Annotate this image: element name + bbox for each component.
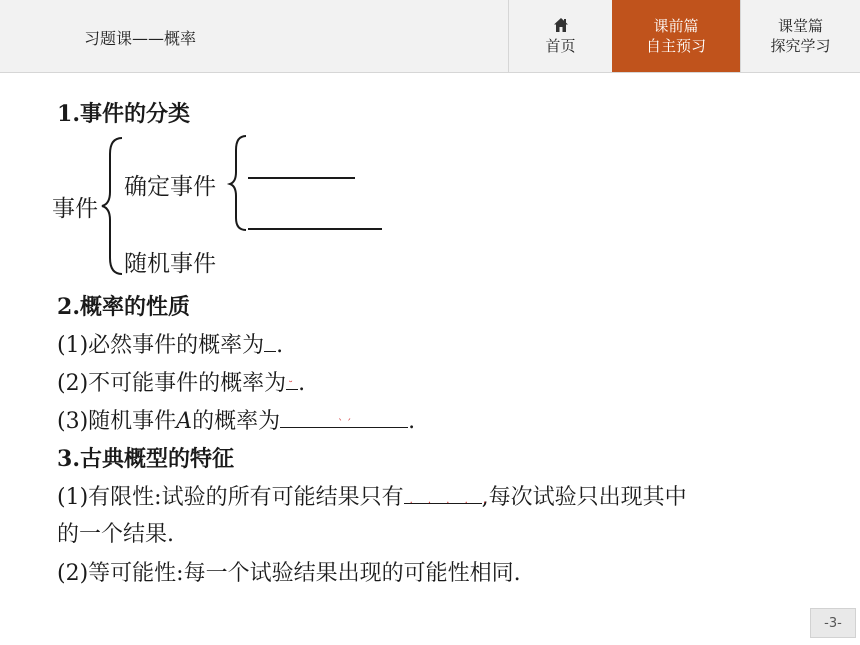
property-item-1: (1)必然事件的概率为 . [57, 328, 283, 359]
explore-label-line1: 课堂篇 [777, 17, 823, 35]
page-number: -3- [810, 608, 856, 638]
blank-certain [264, 329, 276, 352]
feature-item-2: (2)等可能性:每一个试验结果出现的可能性相同. [57, 561, 521, 586]
preview-label-line1: 课前篇 [653, 17, 699, 35]
blank-finite: . . . . . [404, 481, 482, 504]
explore-label-line2: 探究学习 [770, 37, 831, 55]
blank-random-probability: ˋ ˊ [280, 405, 408, 428]
top-navigation-bar [0, 0, 860, 73]
home-icon [552, 16, 570, 34]
blank-impossible: ˘ [286, 367, 298, 390]
property-item-3: (3)随机事件A的概率为 ˋ ˊ . [57, 404, 415, 435]
section1-heading: 1.事件的分类 [57, 101, 190, 127]
explore-section-button[interactable] [740, 0, 860, 72]
lesson-title: 习题课——概率 [84, 29, 197, 48]
preview-label-line2: 自主预习 [645, 37, 706, 55]
preview-section-button[interactable] [612, 0, 740, 72]
section3-heading: 3.古典概型的特征 [57, 446, 234, 472]
determined-event-label: 确定事件 [124, 174, 216, 200]
property-item-2: (2)不可能事件的概率为 ˘ . [57, 366, 305, 397]
home-label: 首页 [545, 37, 576, 55]
home-button[interactable] [508, 0, 612, 72]
feature-item-1: (1)有限性:试验的所有可能结果只有 . . . . . ,每次试验只出现其中 [57, 480, 687, 511]
event-root-label: 事件 [52, 196, 98, 222]
section2-heading: 2.概率的性质 [57, 294, 190, 320]
feature-item-1-continued: 的一个结果. [57, 522, 174, 547]
random-event-label: 随机事件 [124, 251, 216, 277]
